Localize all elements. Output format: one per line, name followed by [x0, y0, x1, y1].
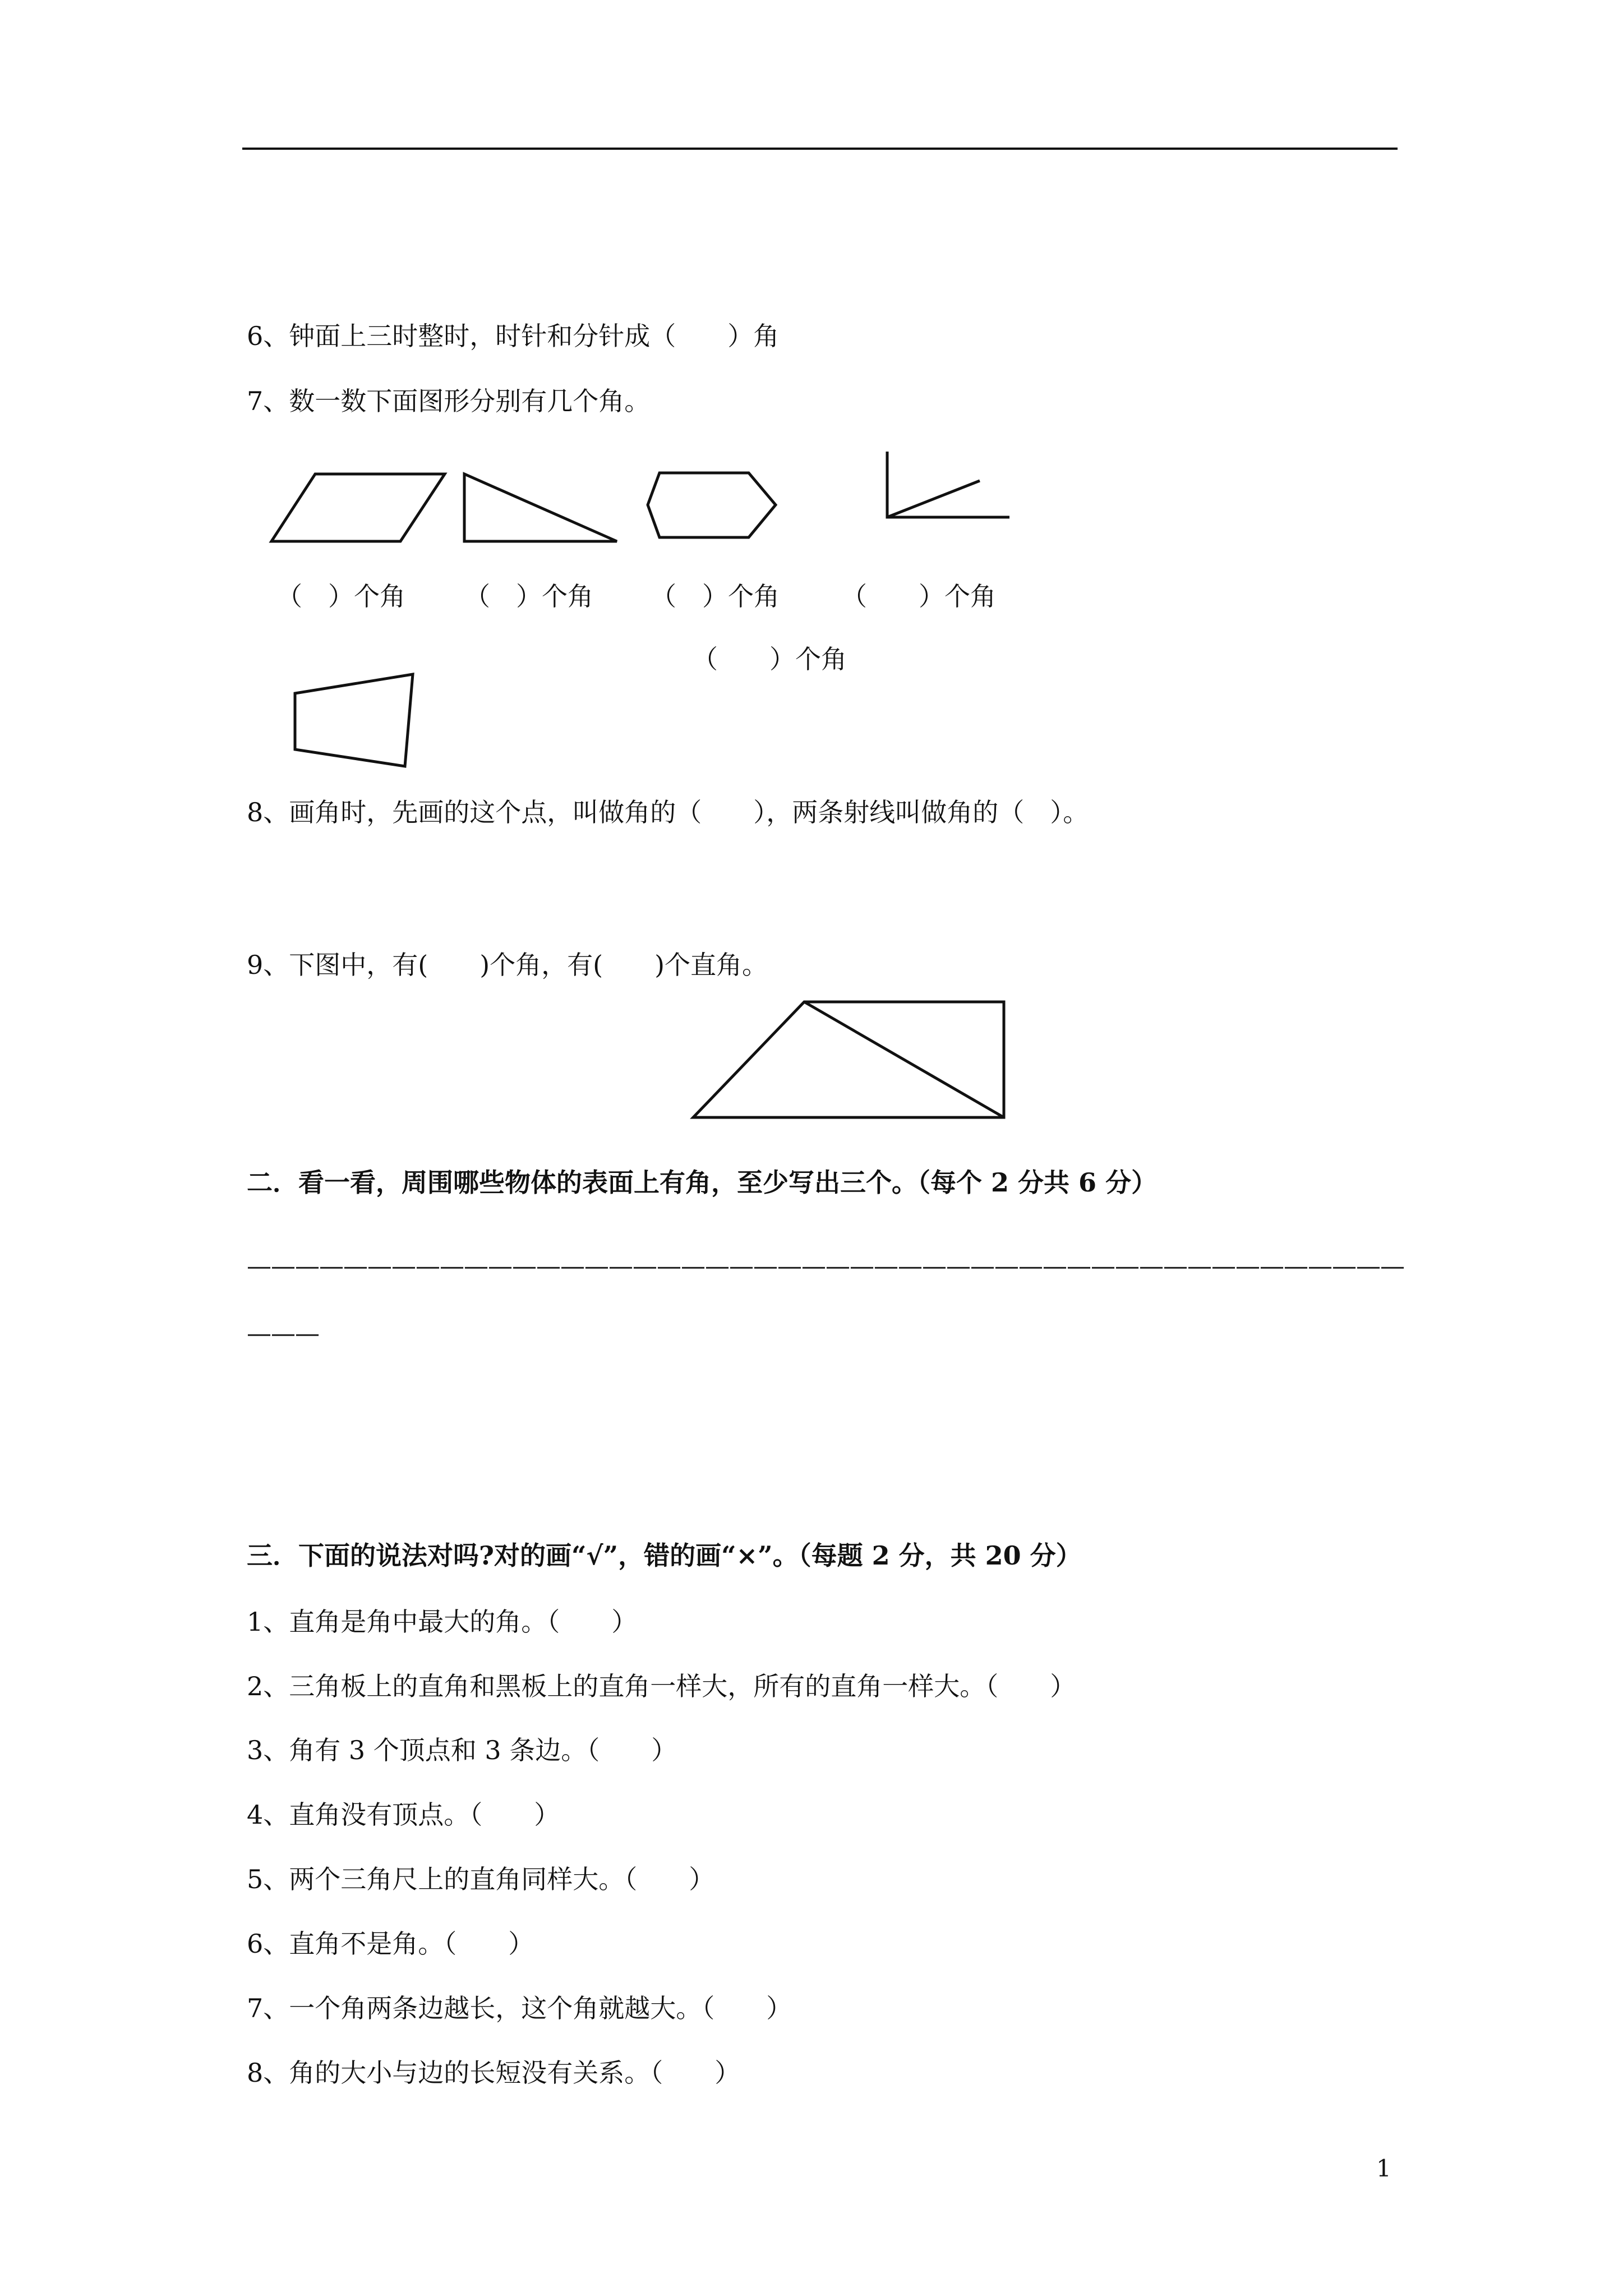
q7-blank-2: （ ）个角	[464, 581, 593, 611]
statement-3: 3、角有 3 个顶点和 3 条边。（ ）	[247, 1735, 677, 1765]
answer-line-2: ———	[247, 1319, 319, 1348]
statement-6: 6、直角不是角。（ ）	[247, 1929, 534, 1959]
q7-blank-1: （ ）个角	[276, 581, 405, 611]
trapezoid-figure	[693, 1002, 1004, 1117]
statement-7: 7、一个角两条边越长，这个角就越大。（ ）	[247, 1993, 792, 2023]
parallelogram-figure	[271, 474, 445, 541]
statement-8: 8、角的大小与边的长短没有关系。（ ）	[247, 2058, 741, 2088]
part3-heading: 三．下面的说法对吗?对的画“√”，错的画“×”。（每题 2 分，共 20 分）	[247, 1540, 1082, 1571]
statement-1: 1、直角是角中最大的角。（ ）	[247, 1607, 638, 1637]
part2-heading: 二．看一看，周围哪些物体的表面上有角，至少写出三个。（每个 2 分共 6 分）	[247, 1167, 1158, 1198]
question-9: 9、下图中，有( )个角，有( )个直角。	[247, 950, 768, 980]
statement-4: 4、直角没有顶点。（ ）	[247, 1800, 560, 1830]
trapezoid-diagonal	[804, 1002, 1004, 1117]
question-6: 6、钟面上三时整时，时针和分针成（ ）角	[247, 321, 780, 351]
q7-blank-4: （ ）个角	[841, 581, 996, 611]
q7-blank-3: （ ）个角	[651, 581, 780, 611]
statement-2: 2、三角板上的直角和黑板上的直角一样大，所有的直角一样大。（ ）	[247, 1671, 1076, 1701]
q7-blank-5: （ ）个角	[692, 644, 847, 674]
page-number: 1	[1376, 2155, 1391, 2182]
angle-figure	[887, 452, 1009, 517]
hexagon-figure	[648, 473, 776, 537]
question-7: 7、数一数下面图形分别有几个角。	[247, 386, 651, 416]
bowtie-figure	[295, 674, 413, 766]
statement-5: 5、两个三角尺上的直角同样大。（ ）	[247, 1864, 715, 1894]
right-triangle-figure	[464, 474, 617, 541]
question-8: 8、画角时，先画的这个点，叫做角的（ ），两条射线叫做角的（ ）。	[247, 797, 1089, 827]
answer-line-1: ————————————————————————————————————————————————	[247, 1252, 1404, 1281]
